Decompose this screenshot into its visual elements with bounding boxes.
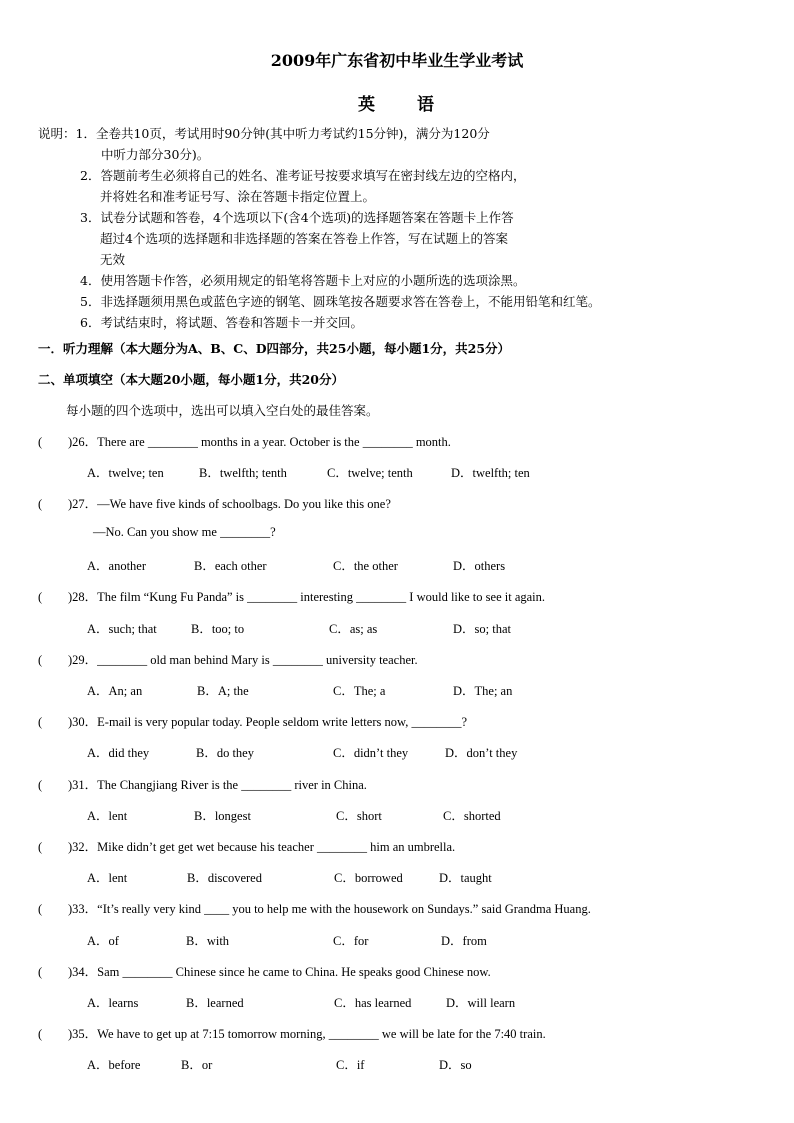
option-d: D．will learn [446, 996, 516, 1010]
option-a: A．did they [87, 746, 150, 760]
option-d: D．from [441, 934, 487, 948]
option-a: A．twelve; ten [87, 466, 164, 480]
question-31 [38, 775, 367, 793]
option-b: B．twelfth; tenth [199, 466, 287, 480]
option-b: B．with [186, 934, 230, 948]
option-a: A．learns [87, 996, 139, 1010]
option-a: A．lent [87, 871, 128, 885]
question-28 [38, 587, 545, 605]
option-d: C．shorted [443, 809, 501, 823]
answer-paren: ( [38, 965, 43, 979]
question-stem: )30．E-mail is very popular today. People seldom write letters now, ________? [68, 715, 467, 729]
section-2-note: 每小题的四个选项中，选出可以填入空白处的最佳答案。 [66, 403, 379, 418]
exam-title: 2009年广东省初中毕业生学业考试 [270, 51, 524, 70]
answer-paren: ( [38, 590, 43, 604]
instruction-line: 中听力部分30分)。 [101, 147, 210, 162]
option-d: D．others [453, 559, 506, 573]
option-b: B．or [181, 1058, 213, 1072]
option-c: C．didn’t they [333, 746, 409, 760]
option-c: C．short [336, 809, 382, 823]
question-stem: )28．The film “Kung Fu Panda” is ________ interesting ________ I would like to see it again. [68, 590, 546, 604]
subject-char-1: 英 [358, 95, 377, 115]
option-b: B．A; the [197, 684, 249, 698]
question-27-reply: —No. Can you show me ________? [93, 525, 276, 539]
answer-paren: ( [38, 840, 43, 854]
option-d: D．The; an [453, 684, 513, 698]
answer-paren: ( [38, 653, 43, 667]
answer-paren: ( [38, 902, 43, 916]
subject-char-2: 语 [417, 95, 436, 115]
answer-paren: ( [38, 715, 43, 729]
option-d: D．so [439, 1058, 472, 1072]
option-b: B．longest [194, 809, 251, 823]
option-b: B．discovered [187, 871, 262, 885]
option-a: A．An; an [87, 684, 143, 698]
option-b: B．learned [186, 996, 244, 1010]
instruction-line: 并将姓名和准考证号写、涂在答题卡指定位置上。 [100, 189, 376, 204]
option-d: D．so; that [453, 622, 511, 636]
instruction-line: 3．试卷分试题和答卷，4个选项以下(含4个选项)的选择题答案在答题卡上作答 [80, 210, 514, 225]
section-1-heading: 一．听力理解（本大题分为A、B、C、D四部分，共25小题，每小题1分，共25分） [38, 341, 511, 356]
option-b: B．each other [194, 559, 267, 573]
question-stem: )31．The Changjiang River is the ________ river in China. [68, 778, 367, 792]
option-c: C．if [336, 1058, 365, 1072]
question-stem: )33．“It’s really very kind ____ you to help me with the housework on Sundays.” said Grandma Huang. [68, 902, 591, 916]
option-d: D．don’t they [445, 746, 518, 760]
option-c: C．borrowed [334, 871, 403, 885]
option-a: A．before [87, 1058, 141, 1072]
option-a: A．such; that [87, 622, 157, 636]
instruction-line: 4．使用答题卡作答，必须用规定的铅笔将答题卡上对应的小题所选的选项涂黑。 [80, 273, 526, 288]
instruction-line: 无效 [100, 252, 126, 267]
question-27 [38, 494, 391, 512]
option-c: C．for [333, 934, 369, 948]
option-c: C．twelve; tenth [327, 466, 413, 480]
question-stem: )26．There are ________ months in a year. October is the ________ month. [68, 435, 451, 449]
answer-paren: ( [38, 435, 43, 449]
question-stem: )32．Mike didn’t get get wet because his teacher ________ him an umbrella. [68, 840, 456, 854]
question-32 [38, 837, 455, 855]
subject-title [0, 90, 794, 115]
answer-paren: ( [38, 1027, 43, 1041]
question-26 [38, 432, 451, 450]
instruction-line: 6．考试结束时，将试题、答卷和答题卡一并交回。 [80, 315, 363, 330]
option-a: A．of [87, 934, 119, 948]
question-stem: )34．Sam ________ Chinese since he came to China. He speaks good Chinese now. [68, 965, 491, 979]
answer-paren: ( [38, 778, 43, 792]
question-35 [38, 1024, 546, 1042]
instruction-line: 2．答题前考生必须将自己的姓名、准考证号按要求填写在密封线左边的空格内， [80, 168, 526, 183]
question-34 [38, 962, 491, 980]
option-d: D．taught [439, 871, 492, 885]
question-30 [38, 712, 467, 730]
instruction-line: 5．非选择题须用黑色或蓝色字迹的钢笔、圆珠笔按各题要求答在答卷上，不能用铅笔和红笔。 [80, 294, 601, 309]
option-c: C．as; as [329, 622, 378, 636]
question-stem: )29．________ old man behind Mary is ________ university teacher. [68, 653, 418, 667]
option-c: C．the other [333, 559, 398, 573]
option-b: B．do they [196, 746, 254, 760]
option-a: A．another [87, 559, 147, 573]
question-stem: )35．We have to get up at 7:15 tomorrow morning, ________ we will be late for the 7:40 train. [68, 1027, 546, 1041]
option-b: B．too; to [191, 622, 245, 636]
option-c: C．The; a [333, 684, 386, 698]
question-stem: )27．—We have five kinds of schoolbags. Do you like this one? [68, 497, 391, 511]
question-33 [38, 899, 591, 917]
instruction-line: 说明：1．全卷共10页，考试用时90分钟(其中听力考试约15分钟)，满分为120分 [38, 126, 490, 141]
answer-paren: ( [38, 497, 43, 511]
section-2-heading: 二、单项填空（本大题20小题，每小题1分，共20分） [38, 372, 344, 387]
option-c: C．has learned [334, 996, 412, 1010]
instruction-line: 超过4个选项的选择题和非选择题的答案在答卷上作答，写在试题上的答案 [100, 231, 508, 246]
option-a: A．lent [87, 809, 128, 823]
question-29 [38, 650, 418, 668]
option-d: D．twelfth; ten [451, 466, 530, 480]
